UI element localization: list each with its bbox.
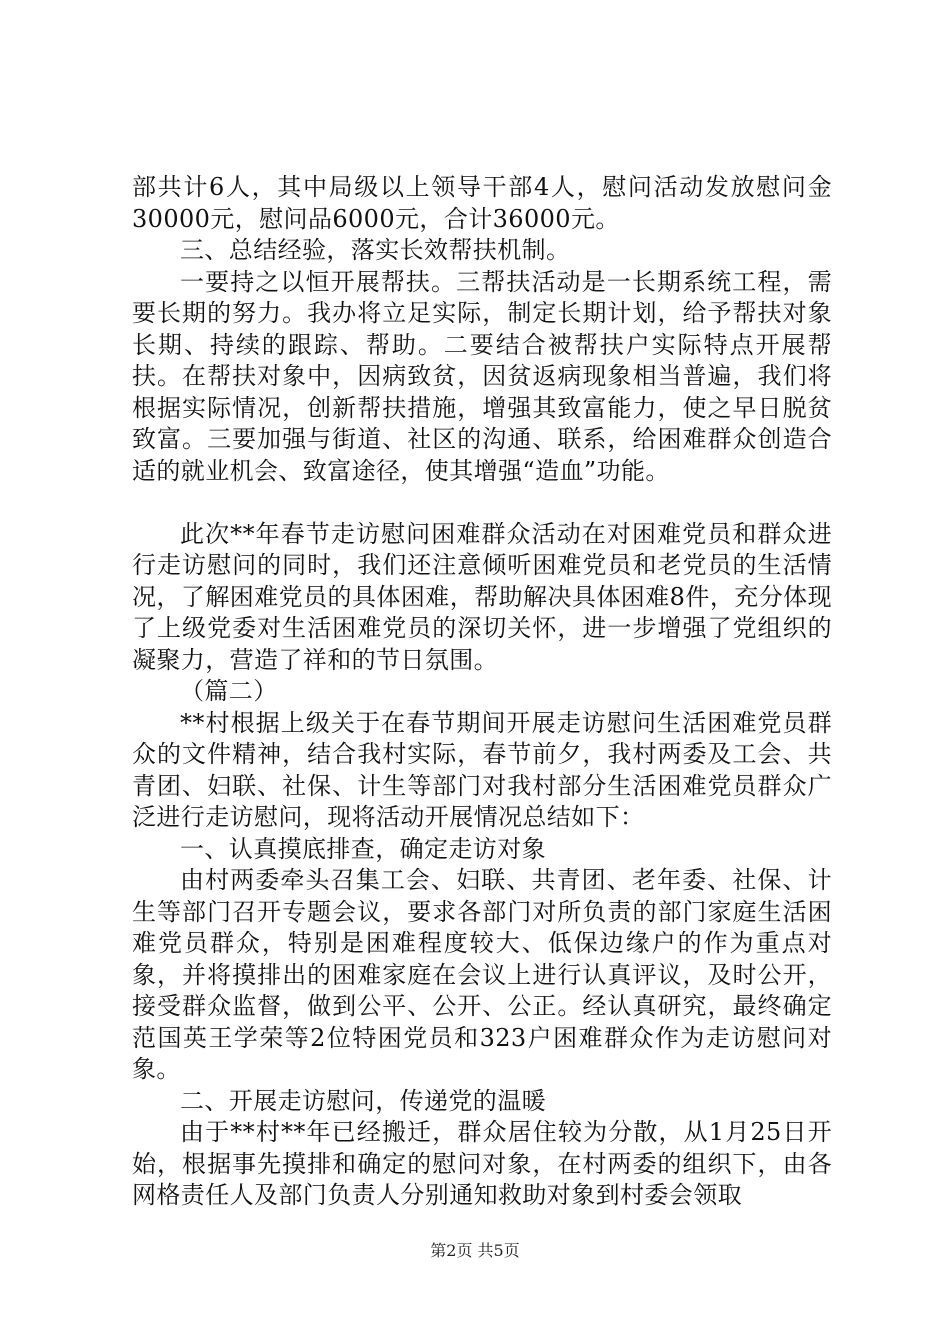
section-heading-3: 三、总结经验，落实长效帮扶机制。 — [180, 236, 571, 264]
paragraph-10: 由于**村**年已经搬迁，群众居住较为分散，从1月25日开始，根据事先摸排和确定的慰问对象，在村两委的组织下，由各网格责任人及部门负责人分别通知救助对象到村委会领取 — [132, 1118, 832, 1209]
page-number-footer: 第2页 共5页 — [430, 1241, 520, 1260]
paragraph-3: 一要持之以恒开展帮扶。三帮扶活动是一长期系统工程，需要长期的努力。我办将立足实际，制定长期计划，给予帮扶对象长期、持续的跟踪、帮助。二要结合被帮扶户实际特点开展帮扶。在帮扶对象中，因病致贫，因贫返病现象相当普遍，我们将根据实际情况，创新帮扶措施，增强其致富能力，使之早日脱贫致富。三要加强与街道、社区的沟通、联系，给困难群众创造合适的就业机会、致富途径，使其增强“造血”功能。 — [132, 267, 832, 485]
section-heading-1: 一、认真摸底排查，确定走访对象 — [180, 834, 546, 863]
document-body — [132, 172, 832, 1212]
section-heading-2: 二、开展走访慰问，传递党的温暖 — [180, 1086, 546, 1115]
paragraph-spacer — [132, 487, 832, 519]
paragraph-4: 此次**年春节走访慰问困难群众活动在对困难党员和群众进行走访慰问的同时，我们还注意倾听困难党员和老党员的生活情况，了解困难党员的具体困难，帮助解决具体困难8件，充分体现了上级党委对生活困难党员的深切关怀，进一步增强了党组织的凝聚力，营造了祥和的节日氛围。 — [132, 519, 832, 674]
part-two-heading: （篇二） — [180, 677, 278, 705]
paragraph-8: 由村两委牵头召集工会、妇联、共青团、老年委、社保、计生等部门召开专题会议，要求各部门对所负责的部门家庭生活困难党员群众，特别是困难程度较大、低保边缘户的作为重点对象，并将摸排出的困难家庭在会议上进行认真评议，及时公开，接受群众监督，做到公平、公开、公正。经认真研究，最终确定范国英王学荣等2位特困党员和323户困难群众作为走访慰问对象。 — [132, 866, 832, 1083]
paragraph-1: 部共计6人，其中局级以上领导干部4人，慰问活动发放慰问金30000元，慰问品6000元，合计36000元。 — [132, 173, 832, 233]
paragraph-6: **村根据上级关于在春节期间开展走访慰问生活困难党员群众的文件精神，结合我村实际，春节前夕，我村两委及工会、共青团、妇联、社保、计生等部门对我村部分生活困难党员群众广泛进行走访慰问，现将活动开展情况总结如下： — [132, 708, 832, 831]
